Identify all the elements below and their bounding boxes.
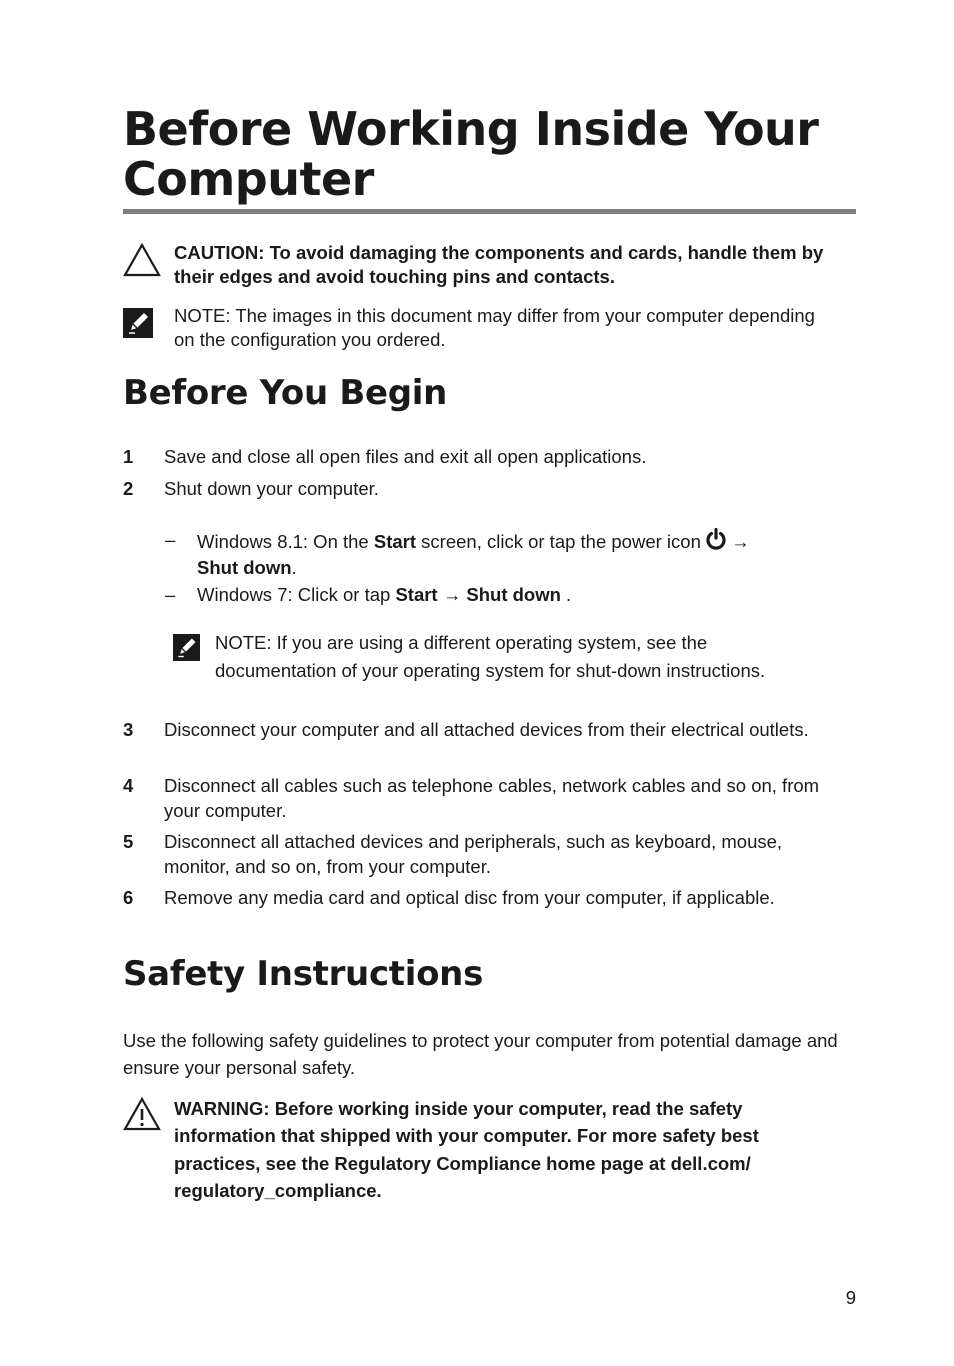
sub-step-text [197, 528, 837, 580]
note-pencil-icon [123, 308, 153, 344]
start-label: Start [395, 584, 438, 605]
arrow-symbol: → [437, 584, 467, 605]
page-title [123, 104, 863, 204]
warning-body: Before working inside your computer, read the safety information that shipped with your computer. For more safety best practices, see the Regulatory Compliance home page at dell.com/ regulatory_compliance. [174, 1098, 759, 1201]
caution-callout [123, 241, 843, 291]
arrow-symbol: → [731, 531, 750, 552]
step-number: 5 [123, 831, 134, 852]
note-callout-nested [173, 629, 833, 711]
sub-step-text [197, 583, 837, 607]
step-text: Remove any media card and optical disc from your computer, if applicable. [164, 887, 775, 908]
sub-step-pre: Windows 7: Click or tap [197, 584, 396, 605]
note-body: The images in this document may differ from your computer depending on the configuration you ordered. [174, 305, 815, 350]
note-callout [123, 304, 843, 354]
section-heading-safety-instructions: Safety Instructions [123, 954, 484, 994]
power-icon [706, 528, 726, 556]
page-title-line-1: Before Working Inside Your [123, 102, 819, 156]
step-text: Disconnect your computer and all attached devices from their electrical outlets. [164, 719, 809, 740]
sub-step-end: . [560, 584, 572, 605]
sub-step-pre: Windows 8.1: On the [197, 531, 374, 552]
note-text [174, 304, 824, 352]
dash-bullet: – [165, 529, 176, 550]
caution-text [174, 241, 824, 289]
step-text: Disconnect all attached devices and peripherals, such as keyboard, mouse, monitor, and so on, from your computer. [164, 831, 783, 877]
step-number: 6 [123, 887, 134, 908]
step-number: 4 [123, 775, 134, 796]
sub-step-end: . [291, 557, 297, 578]
shut-down-label: Shut down [197, 557, 292, 578]
note-body: If you are using a different operating system, see the documentation of your operating system for shut-down instructions. [215, 632, 766, 681]
note-label: NOTE: [174, 305, 231, 326]
page-number: 9 [845, 1287, 856, 1308]
warning-triangle-icon [123, 243, 161, 283]
note-text [215, 629, 815, 684]
step-number: 2 [123, 478, 134, 499]
caution-body: To avoid damaging the components and cards, handle them by their edges and avoid touching pins and contacts. [174, 242, 824, 287]
step-number: 3 [123, 719, 134, 740]
warning-text [174, 1095, 834, 1204]
warning-triangle-icon [123, 1097, 161, 1138]
note-label: NOTE: [215, 632, 272, 653]
warning-label: WARNING: [174, 1098, 270, 1119]
shut-down-label: Shut down [466, 584, 561, 605]
caution-label: CAUTION: [174, 242, 265, 263]
step-number: 1 [123, 446, 134, 467]
note-pencil-icon [173, 634, 200, 669]
start-label: Start [373, 531, 417, 552]
dash-bullet: – [165, 584, 176, 605]
page-title-line-2: Computer [123, 152, 374, 206]
step-text: Disconnect all cables such as telephone cables, network cables and so on, from your computer. [164, 775, 820, 821]
step-text: Save and close all open files and exit all open applications. [164, 446, 647, 467]
section-heading-before-you-begin: Before You Begin [123, 373, 448, 413]
safety-intro-paragraph: Use the following safety guidelines to protect your computer from potential damage and ensure your personal safety. [123, 1030, 838, 1078]
warning-callout [123, 1095, 843, 1205]
sub-step-mid: screen, click or tap the power icon [416, 531, 706, 552]
step-text: Shut down your computer. [164, 478, 379, 499]
title-divider [123, 209, 856, 214]
